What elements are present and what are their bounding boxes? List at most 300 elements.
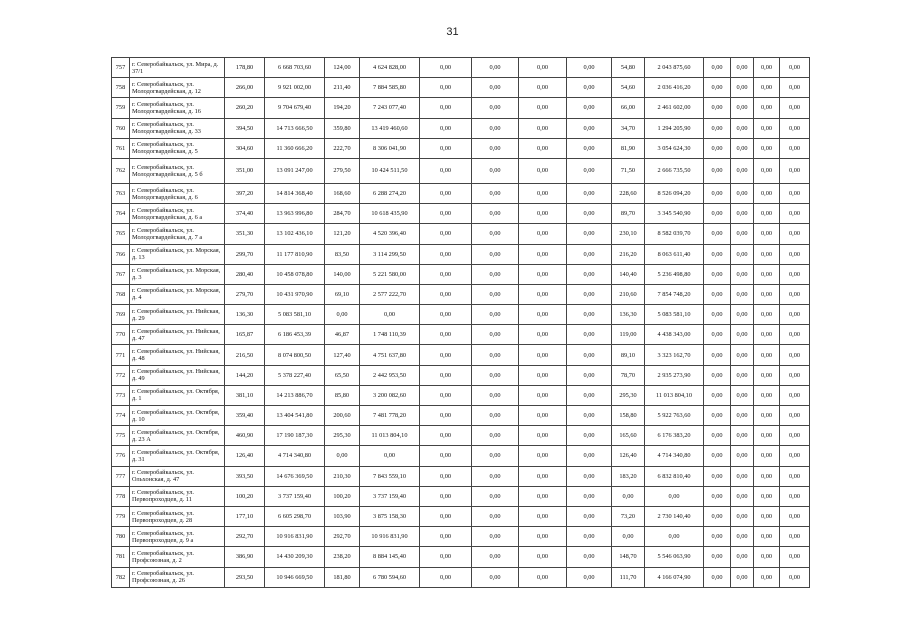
- value-cell: 0,00: [780, 204, 810, 224]
- value-cell: 0,00: [754, 264, 780, 284]
- value-cell: 292,70: [225, 527, 265, 547]
- value-cell: 0,00: [420, 527, 472, 547]
- value-cell: 5 083 581,10: [645, 305, 704, 325]
- value-cell: 10 431 970,90: [265, 284, 325, 304]
- value-cell: 4 520 396,40: [360, 224, 420, 244]
- value-cell: 0,00: [472, 426, 519, 446]
- address-cell: г. Северобайкальск, ул. Октября, д. 23 А: [130, 426, 225, 446]
- value-cell: 181,80: [325, 567, 360, 587]
- row-number-cell: 758: [112, 78, 130, 98]
- value-cell: 292,70: [325, 527, 360, 547]
- table-row: [112, 486, 810, 506]
- value-cell: 3 737 159,40: [360, 486, 420, 506]
- value-cell: 144,20: [225, 365, 265, 385]
- row-number-cell: 777: [112, 466, 130, 486]
- row-number-cell: 770: [112, 325, 130, 345]
- value-cell: 0,00: [420, 547, 472, 567]
- value-cell: 0,00: [780, 98, 810, 118]
- value-cell: 0,00: [472, 385, 519, 405]
- value-cell: 0,00: [780, 284, 810, 304]
- value-cell: 0,00: [731, 224, 754, 244]
- value-cell: 0,00: [780, 244, 810, 264]
- value-cell: 0,00: [519, 406, 567, 426]
- value-cell: 0,00: [704, 224, 731, 244]
- value-cell: 0,00: [754, 406, 780, 426]
- address-cell: г. Северобайкальск, ул. Мира, д. 37/1: [130, 58, 225, 78]
- row-number-cell: 769: [112, 305, 130, 325]
- value-cell: 85,80: [325, 385, 360, 405]
- value-cell: 3 323 162,70: [645, 345, 704, 365]
- value-cell: 0,00: [704, 58, 731, 78]
- value-cell: 0,00: [519, 385, 567, 405]
- row-number-cell: 775: [112, 426, 130, 446]
- value-cell: 2 036 416,20: [645, 78, 704, 98]
- row-number-cell: 771: [112, 345, 130, 365]
- value-cell: 0,00: [567, 365, 612, 385]
- value-cell: 4 714 340,80: [645, 446, 704, 466]
- value-cell: 124,00: [325, 58, 360, 78]
- row-number-cell: 761: [112, 138, 130, 158]
- table-row: [112, 224, 810, 244]
- value-cell: 8 582 039,70: [645, 224, 704, 244]
- value-cell: 359,80: [325, 118, 360, 138]
- value-cell: 14 814 368,40: [265, 183, 325, 203]
- value-cell: 0,00: [519, 78, 567, 98]
- value-cell: 13 419 460,60: [360, 118, 420, 138]
- value-cell: 119,00: [612, 325, 645, 345]
- value-cell: 10 424 511,50: [360, 158, 420, 183]
- value-cell: 0,00: [731, 547, 754, 567]
- value-cell: 0,00: [754, 466, 780, 486]
- row-number-cell: 778: [112, 486, 130, 506]
- row-number-cell: 757: [112, 58, 130, 78]
- value-cell: 6 176 383,20: [645, 426, 704, 446]
- value-cell: 0,00: [731, 58, 754, 78]
- value-cell: 0,00: [780, 486, 810, 506]
- value-cell: 0,00: [567, 547, 612, 567]
- value-cell: 13 404 541,80: [265, 406, 325, 426]
- value-cell: 0,00: [780, 58, 810, 78]
- value-cell: 0,00: [360, 446, 420, 466]
- table-row: [112, 446, 810, 466]
- value-cell: 0,00: [567, 78, 612, 98]
- value-cell: 0,00: [704, 345, 731, 365]
- value-cell: 0,00: [780, 158, 810, 183]
- value-cell: 0,00: [704, 506, 731, 526]
- value-cell: 0,00: [704, 567, 731, 587]
- value-cell: 0,00: [567, 406, 612, 426]
- value-cell: 178,80: [225, 58, 265, 78]
- value-cell: 0,00: [704, 365, 731, 385]
- value-cell: 9 704 679,40: [265, 98, 325, 118]
- table-row: [112, 204, 810, 224]
- value-cell: 0,00: [754, 527, 780, 547]
- value-cell: 0,00: [420, 264, 472, 284]
- value-cell: 3 114 299,50: [360, 244, 420, 264]
- address-cell: г. Северобайкальск, ул. Молодогвардейская, д. 6: [130, 183, 225, 203]
- value-cell: 5 546 063,90: [645, 547, 704, 567]
- table-row: [112, 244, 810, 264]
- value-cell: 0,00: [567, 204, 612, 224]
- value-cell: 0,00: [780, 138, 810, 158]
- value-cell: 0,00: [472, 567, 519, 587]
- value-cell: 2 935 273,90: [645, 365, 704, 385]
- value-cell: 0,00: [567, 264, 612, 284]
- value-cell: 0,00: [519, 466, 567, 486]
- row-number-cell: 759: [112, 98, 130, 118]
- value-cell: 168,60: [325, 183, 360, 203]
- table-row: [112, 158, 810, 183]
- value-cell: 0,00: [519, 98, 567, 118]
- row-number-cell: 768: [112, 284, 130, 304]
- value-cell: 17 190 187,30: [265, 426, 325, 446]
- value-cell: 2 666 735,50: [645, 158, 704, 183]
- row-number-cell: 780: [112, 527, 130, 547]
- value-cell: 0,00: [780, 385, 810, 405]
- value-cell: 0,00: [731, 345, 754, 365]
- value-cell: 211,40: [325, 78, 360, 98]
- value-cell: 0,00: [567, 158, 612, 183]
- value-cell: 111,70: [612, 567, 645, 587]
- value-cell: 0,00: [704, 305, 731, 325]
- value-cell: 0,00: [567, 385, 612, 405]
- value-cell: 7 854 748,20: [645, 284, 704, 304]
- value-cell: 0,00: [704, 446, 731, 466]
- value-cell: 10 916 831,90: [265, 527, 325, 547]
- row-number-cell: 782: [112, 567, 130, 587]
- value-cell: 0,00: [645, 527, 704, 547]
- value-cell: 0,00: [567, 466, 612, 486]
- value-cell: 0,00: [519, 426, 567, 446]
- value-cell: 0,00: [567, 506, 612, 526]
- value-cell: 0,00: [754, 385, 780, 405]
- value-cell: 0,00: [780, 264, 810, 284]
- value-cell: 0,00: [780, 446, 810, 466]
- value-cell: 0,00: [780, 527, 810, 547]
- table-row: [112, 567, 810, 587]
- value-cell: 140,40: [612, 264, 645, 284]
- value-cell: 279,70: [225, 284, 265, 304]
- value-cell: 0,00: [731, 183, 754, 203]
- address-cell: г. Северобайкальск, ул. Профсоюзная, д. 26: [130, 567, 225, 587]
- value-cell: 3 054 624,30: [645, 138, 704, 158]
- row-number-cell: 765: [112, 224, 130, 244]
- value-cell: 0,00: [780, 426, 810, 446]
- value-cell: 0,00: [420, 567, 472, 587]
- value-cell: 2 442 953,50: [360, 365, 420, 385]
- value-cell: 0,00: [731, 264, 754, 284]
- address-cell: г. Северобайкальск, ул. Нийская, д. 47: [130, 325, 225, 345]
- address-cell: г. Северобайкальск, ул. Молодогвардейская, д. 5 б: [130, 158, 225, 183]
- value-cell: 230,10: [612, 224, 645, 244]
- value-cell: 0,00: [754, 224, 780, 244]
- value-cell: 0,00: [754, 567, 780, 587]
- address-cell: г. Северобайкальск, ул. Молодогвардейская, д. 33: [130, 118, 225, 138]
- value-cell: 3 345 540,90: [645, 204, 704, 224]
- table-row: [112, 325, 810, 345]
- value-cell: 0,00: [567, 284, 612, 304]
- value-cell: 0,00: [472, 158, 519, 183]
- value-cell: 5 221 580,00: [360, 264, 420, 284]
- address-cell: г. Северобайкальск, ул. Молодогвардейская, д. 7 а: [130, 224, 225, 244]
- value-cell: 0,00: [754, 98, 780, 118]
- value-cell: 0,00: [731, 98, 754, 118]
- value-cell: 0,00: [754, 284, 780, 304]
- value-cell: 0,00: [472, 58, 519, 78]
- value-cell: 81,90: [612, 138, 645, 158]
- value-cell: 0,00: [519, 224, 567, 244]
- value-cell: 4 438 343,00: [645, 325, 704, 345]
- value-cell: 0,00: [472, 466, 519, 486]
- value-cell: 6 288 274,20: [360, 183, 420, 203]
- value-cell: 0,00: [704, 183, 731, 203]
- value-cell: 0,00: [731, 486, 754, 506]
- value-cell: 2 043 875,60: [645, 58, 704, 78]
- row-number-cell: 766: [112, 244, 130, 264]
- value-cell: 7 884 585,80: [360, 78, 420, 98]
- table-row: [112, 284, 810, 304]
- value-cell: 11 360 666,20: [265, 138, 325, 158]
- value-cell: 0,00: [420, 158, 472, 183]
- value-cell: 460,90: [225, 426, 265, 446]
- value-cell: 54,80: [612, 58, 645, 78]
- value-cell: 0,00: [519, 244, 567, 264]
- value-cell: 8 306 041,90: [360, 138, 420, 158]
- value-cell: 210,30: [325, 466, 360, 486]
- value-cell: 0,00: [519, 284, 567, 304]
- value-cell: 6 780 594,60: [360, 567, 420, 587]
- value-cell: 0,00: [731, 446, 754, 466]
- value-cell: 0,00: [731, 406, 754, 426]
- value-cell: 126,40: [612, 446, 645, 466]
- value-cell: 0,00: [704, 325, 731, 345]
- value-cell: 0,00: [567, 325, 612, 345]
- row-number-cell: 763: [112, 183, 130, 203]
- value-cell: 136,30: [612, 305, 645, 325]
- value-cell: 0,00: [567, 98, 612, 118]
- value-cell: 6 186 453,39: [265, 325, 325, 345]
- value-cell: 6 605 298,70: [265, 506, 325, 526]
- value-cell: 0,00: [472, 98, 519, 118]
- row-number-cell: 760: [112, 118, 130, 138]
- value-cell: 14 713 666,50: [265, 118, 325, 138]
- value-cell: 10 916 831,90: [360, 527, 420, 547]
- value-cell: 0,00: [731, 158, 754, 183]
- value-cell: 0,00: [567, 345, 612, 365]
- value-cell: 0,00: [645, 486, 704, 506]
- value-cell: 0,00: [704, 466, 731, 486]
- value-cell: 0,00: [731, 506, 754, 526]
- value-cell: 3 200 082,60: [360, 385, 420, 405]
- table-row: [112, 58, 810, 78]
- value-cell: 0,00: [754, 244, 780, 264]
- row-number-cell: 781: [112, 547, 130, 567]
- value-cell: 0,00: [567, 244, 612, 264]
- value-cell: 0,00: [567, 446, 612, 466]
- value-cell: 73,20: [612, 506, 645, 526]
- table-row: [112, 466, 810, 486]
- value-cell: 0,00: [325, 446, 360, 466]
- value-cell: 0,00: [472, 284, 519, 304]
- value-cell: 14 430 209,30: [265, 547, 325, 567]
- value-cell: 0,00: [519, 325, 567, 345]
- value-cell: 0,00: [420, 446, 472, 466]
- value-cell: 0,00: [472, 365, 519, 385]
- value-cell: 5 922 763,60: [645, 406, 704, 426]
- value-cell: 0,00: [325, 305, 360, 325]
- value-cell: 0,00: [519, 486, 567, 506]
- row-number-cell: 776: [112, 446, 130, 466]
- value-cell: 0,00: [754, 138, 780, 158]
- value-cell: 7 481 778,20: [360, 406, 420, 426]
- value-cell: 0,00: [704, 78, 731, 98]
- value-cell: 158,80: [612, 406, 645, 426]
- address-cell: г. Северобайкальск, ул. Нийская, д. 29: [130, 305, 225, 325]
- value-cell: 295,30: [325, 426, 360, 446]
- value-cell: 100,20: [225, 486, 265, 506]
- address-cell: г. Северобайкальск, ул. Октября, д. 1: [130, 385, 225, 405]
- value-cell: 0,00: [472, 486, 519, 506]
- value-cell: 0,00: [472, 78, 519, 98]
- address-cell: г. Северобайкальск, ул. Молодогвардейская, д. 12: [130, 78, 225, 98]
- value-cell: 0,00: [567, 305, 612, 325]
- value-cell: 0,00: [519, 183, 567, 203]
- address-cell: г. Северобайкальск, ул. Морская, д. 13: [130, 244, 225, 264]
- value-cell: 0,00: [754, 426, 780, 446]
- value-cell: 0,00: [472, 118, 519, 138]
- address-cell: г. Северобайкальск, ул. Морская, д. 4: [130, 284, 225, 304]
- value-cell: 1 748 110,39: [360, 325, 420, 345]
- value-cell: 0,00: [472, 264, 519, 284]
- table-row: [112, 345, 810, 365]
- value-cell: 11 177 810,90: [265, 244, 325, 264]
- value-cell: 140,00: [325, 264, 360, 284]
- value-cell: 0,00: [420, 325, 472, 345]
- value-cell: 0,00: [519, 138, 567, 158]
- value-cell: 126,40: [225, 446, 265, 466]
- value-cell: 0,00: [519, 305, 567, 325]
- value-cell: 0,00: [754, 547, 780, 567]
- value-cell: 11 013 804,10: [645, 385, 704, 405]
- value-cell: 6 832 810,40: [645, 466, 704, 486]
- value-cell: 0,00: [731, 118, 754, 138]
- value-cell: 284,70: [325, 204, 360, 224]
- value-cell: 0,00: [567, 224, 612, 244]
- value-cell: 0,00: [472, 547, 519, 567]
- value-cell: 0,00: [704, 204, 731, 224]
- address-cell: г. Северобайкальск, ул. Первопроходцев, д. 28: [130, 506, 225, 526]
- value-cell: 69,10: [325, 284, 360, 304]
- value-cell: 0,00: [704, 486, 731, 506]
- value-cell: 0,00: [704, 527, 731, 547]
- value-cell: 0,00: [420, 365, 472, 385]
- value-cell: 0,00: [519, 264, 567, 284]
- value-cell: 0,00: [519, 58, 567, 78]
- value-cell: 200,60: [325, 406, 360, 426]
- value-cell: 0,00: [420, 138, 472, 158]
- value-cell: 0,00: [472, 224, 519, 244]
- value-cell: 0,00: [731, 78, 754, 98]
- value-cell: 5 236 498,80: [645, 264, 704, 284]
- table-row: [112, 426, 810, 446]
- value-cell: 4 751 637,80: [360, 345, 420, 365]
- value-cell: 100,20: [325, 486, 360, 506]
- value-cell: 0,00: [420, 78, 472, 98]
- value-cell: 0,00: [731, 385, 754, 405]
- value-cell: 0,00: [472, 183, 519, 203]
- value-cell: 0,00: [780, 345, 810, 365]
- value-cell: 0,00: [731, 284, 754, 304]
- address-cell: г. Северобайкальск, ул. Первопроходцев, д. 9 а: [130, 527, 225, 547]
- value-cell: 266,00: [225, 78, 265, 98]
- value-cell: 0,00: [704, 264, 731, 284]
- address-cell: г. Северобайкальск, ул. Первопроходцев, д. 11: [130, 486, 225, 506]
- value-cell: 0,00: [567, 486, 612, 506]
- value-cell: 0,00: [420, 58, 472, 78]
- value-cell: 0,00: [420, 98, 472, 118]
- value-cell: 0,00: [519, 527, 567, 547]
- value-cell: 0,00: [420, 244, 472, 264]
- value-cell: 0,00: [472, 506, 519, 526]
- address-cell: г. Северобайкальск, ул. Молодогвардейская, д. 16: [130, 98, 225, 118]
- value-cell: 0,00: [731, 305, 754, 325]
- table-row: [112, 527, 810, 547]
- value-cell: 0,00: [731, 365, 754, 385]
- row-number-cell: 774: [112, 406, 130, 426]
- value-cell: 0,00: [780, 183, 810, 203]
- value-cell: 0,00: [519, 118, 567, 138]
- value-cell: 0,00: [780, 365, 810, 385]
- value-cell: 0,00: [731, 204, 754, 224]
- table-row: [112, 385, 810, 405]
- value-cell: 0,00: [754, 506, 780, 526]
- value-cell: 3 875 158,30: [360, 506, 420, 526]
- value-cell: 0,00: [731, 244, 754, 264]
- value-cell: 0,00: [754, 118, 780, 138]
- value-cell: 8 884 145,40: [360, 547, 420, 567]
- value-cell: 0,00: [704, 138, 731, 158]
- value-cell: 0,00: [519, 506, 567, 526]
- housing-register-table: [111, 57, 810, 588]
- value-cell: 0,00: [472, 244, 519, 264]
- value-cell: 393,50: [225, 466, 265, 486]
- value-cell: 0,00: [420, 466, 472, 486]
- value-cell: 0,00: [704, 118, 731, 138]
- value-cell: 65,50: [325, 365, 360, 385]
- value-cell: 0,00: [567, 58, 612, 78]
- value-cell: 0,00: [731, 527, 754, 547]
- value-cell: 5 083 581,10: [265, 305, 325, 325]
- value-cell: 0,00: [704, 244, 731, 264]
- table-row: [112, 305, 810, 325]
- value-cell: 89,10: [612, 345, 645, 365]
- table-row: [112, 118, 810, 138]
- value-cell: 0,00: [754, 58, 780, 78]
- value-cell: 5 378 227,40: [265, 365, 325, 385]
- value-cell: 0,00: [731, 138, 754, 158]
- row-number-cell: 773: [112, 385, 130, 405]
- value-cell: 0,00: [731, 426, 754, 446]
- value-cell: 0,00: [472, 138, 519, 158]
- value-cell: 46,87: [325, 325, 360, 345]
- value-cell: 0,00: [420, 426, 472, 446]
- table-body: [112, 58, 810, 588]
- value-cell: 295,30: [612, 385, 645, 405]
- value-cell: 280,40: [225, 264, 265, 284]
- value-cell: 0,00: [731, 466, 754, 486]
- table-row: [112, 183, 810, 203]
- value-cell: 10 946 669,50: [265, 567, 325, 587]
